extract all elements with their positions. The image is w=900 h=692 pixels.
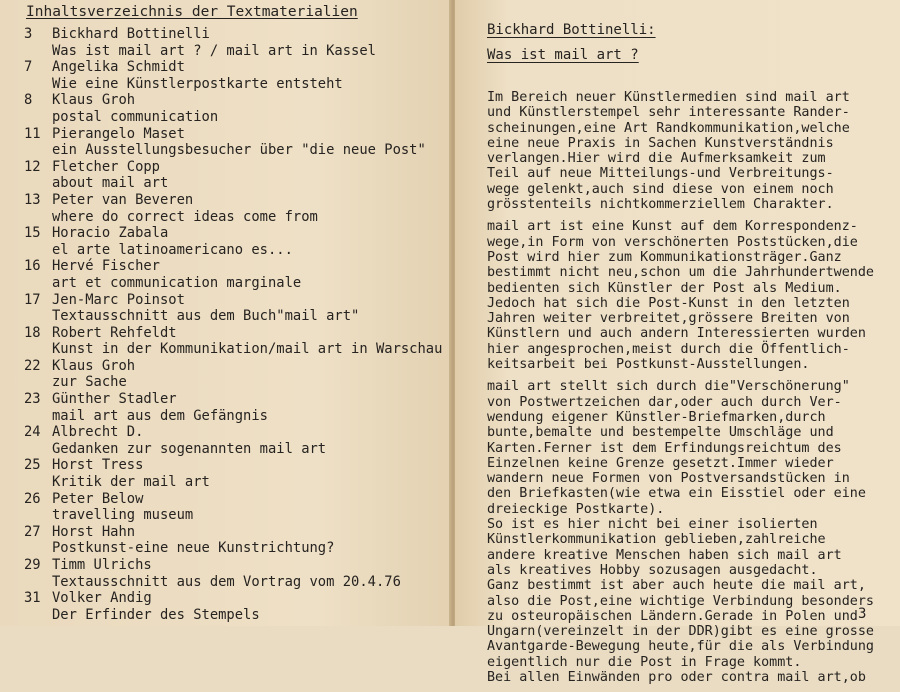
toc-page-number: 26 [24,490,41,507]
toc-title: art et communication marginale [52,274,302,291]
toc-title: Kunst in der Kommunikation/mail art in Warschau [52,341,443,358]
toc-title: where do correct ideas come from [52,208,318,225]
toc-author: Timm Ulrichs [52,557,152,573]
toc-entry [24,557,442,590]
toc-title: Textausschnitt aus dem Buch"mail art" [52,308,360,325]
toc-entry [24,325,442,358]
toc-entry [24,391,442,424]
toc-author: Bickhard Bottinelli [52,26,210,42]
toc-author: Volker Andig [52,590,152,607]
toc-page-number: 22 [24,357,41,374]
toc-author: Horst Hahn [52,523,136,540]
toc-author: Horst Tress [52,457,144,474]
toc-list [24,26,442,623]
toc-entry [24,92,442,125]
toc-title: Gedanken zur sogenannten mail art [52,440,327,457]
toc-title: about mail art [52,175,169,192]
toc-title: Wie eine Künstlerpostkarte entsteht [52,75,343,92]
page-number: 3 [858,606,867,622]
toc-entry [24,457,442,490]
toc-page-number: 23 [24,391,41,408]
toc-page-number: 13 [24,191,41,208]
toc-author: Robert Rehfeldt [52,324,177,341]
toc-page-number: 24 [24,424,41,441]
toc-title: el arte latinoamericano es... [52,241,293,258]
article-paragraph: Im Bereich neuer Künstlermedien sind mail art und Künstlerstempel sehr interessante Rander- scheinungen,eine Art Randkommunikation,welche eine neue Praxis in Sachen Kunstverständnis verlangen.Hier wird die Aufmerksamkeit zum Teil auf neue Mitteilungs-und Verbreitungs- wege gelenkt,auch sind diese von einem noch grösstenteils nichtkommerziellem Charakter. [487,90,850,213]
toc-entry [24,292,442,325]
toc-title: zur Sache [52,374,127,391]
toc-heading: Inhaltsverzeichnis der Textmaterialien [26,4,358,20]
toc-entry [24,524,442,557]
toc-title: mail art aus dem Gefängnis [52,407,268,424]
toc-author: Klaus Groh [52,357,136,374]
toc-author: Peter Below [52,490,144,507]
article-title: Was ist mail art ? [487,47,639,63]
toc-author: Hervé Fischer [52,258,160,275]
toc-entry [24,59,442,92]
toc-title: postal communication [52,108,219,125]
toc-title: Was ist mail art ? / mail art in Kassel [52,42,376,59]
toc-page-number: 3 [24,26,33,42]
article-paragraph: mail art ist eine Kunst auf dem Korrespondenz- wege,in Form von verschönerten Poststücken,die Post wird hier zum Kommunikationsträger.Ganz bestimmt nicht neu,schon um die Jahrhundertwende bedienten sich Künstler der Post als Medium. Jedoch hat sich die Post-Kunst in den letzten Jahren weiter verbreitet,grössere Breiten von Künstlern und auch andern Interessierten wurden hier angesprochen,meist durch die Öffentlich- keitsarbeit bei Postkunst-Ausstellungen. [487,219,874,373]
toc-author: Fletcher Copp [52,158,160,175]
toc-page-number: 11 [24,125,41,142]
toc-author: Klaus Groh [52,92,136,109]
toc-page-number: 15 [24,225,41,242]
toc-title: Postkunst-eine neue Kunstrichtung? [52,540,335,557]
toc-author: Jen-Marc Poinsot [52,291,185,308]
toc-entry [24,491,442,524]
toc-entry [24,424,442,457]
toc-page-number: 7 [24,59,33,76]
toc-entry [24,126,442,159]
toc-title: ein Ausstellungsbesucher über "die neue Post" [52,142,426,159]
toc-entry [24,358,442,391]
article-body [487,90,892,692]
toc-entry [24,258,442,291]
toc-title: travelling museum [52,507,194,524]
toc-page-number: 18 [24,324,41,341]
article-author: Bickhard Bottinelli: [487,22,656,38]
toc-entry [24,590,442,623]
toc-author: Horacio Zabala [52,225,169,242]
toc-author: Angelika Schmidt [52,59,185,76]
article-paragraph: mail art stellt sich durch die"Verschönerung" von Postwertzeichen dar,oder auch durch Ver- wendung eigener Künstler-Briefmarken,durch bunte,bemalte und bestempelte Umschläge und Karten.Ferner ist dem Erfindungsreichtum des Einzelnen keine Grenze gesetzt.Immer wieder wandern neue Formen von Postversandstücken in den Briefkasten(wie etwa ein Eisstiel oder eine dreieckige Postkarte). So ist es hier nicht bei einer isolierten Künstlerkommunikation geblieben,zahlreiche andere kreative Menschen haben sich mail art als kreatives Hobby sozusagen ausgedacht. Ganz bestimmt ist aber auch heute die mail art, also die Post,eine wichtige Verbindung besonders zu osteuropäischen Ländern.Gerade in Polen und Ungarn(vereinzelt in der DDR)gibt es eine grosse Avantgarde-Bewegung heute,für die als Verbindung eigentlich nur die Post in Frage kommt. Bei allen Einwänden pro oder contra mail art,ob [487,379,874,685]
toc-entry [24,192,442,225]
toc-title: Textausschnitt aus dem Vortrag vom 20.4.76 [52,573,401,590]
toc-page-number: 16 [24,258,41,275]
toc-entry [24,225,442,258]
toc-page-number: 8 [24,92,33,109]
toc-author: Albrecht D. [52,424,144,441]
toc-page-number: 25 [24,457,41,474]
toc-author: Pierangelo Maset [52,125,185,142]
toc-page-number: 31 [24,590,41,607]
toc-title: Kritik der mail art [52,474,210,491]
toc-page-number: 17 [24,291,41,308]
toc-author: Peter van Beveren [52,191,194,208]
toc-author: Günther Stadler [52,391,177,408]
toc-entry [24,159,442,192]
toc-page-number: 27 [24,523,41,540]
toc-title: Der Erfinder des Stempels [52,606,260,623]
toc-entry [24,26,442,59]
toc-page-number: 29 [24,557,41,573]
toc-page-number: 12 [24,158,41,175]
